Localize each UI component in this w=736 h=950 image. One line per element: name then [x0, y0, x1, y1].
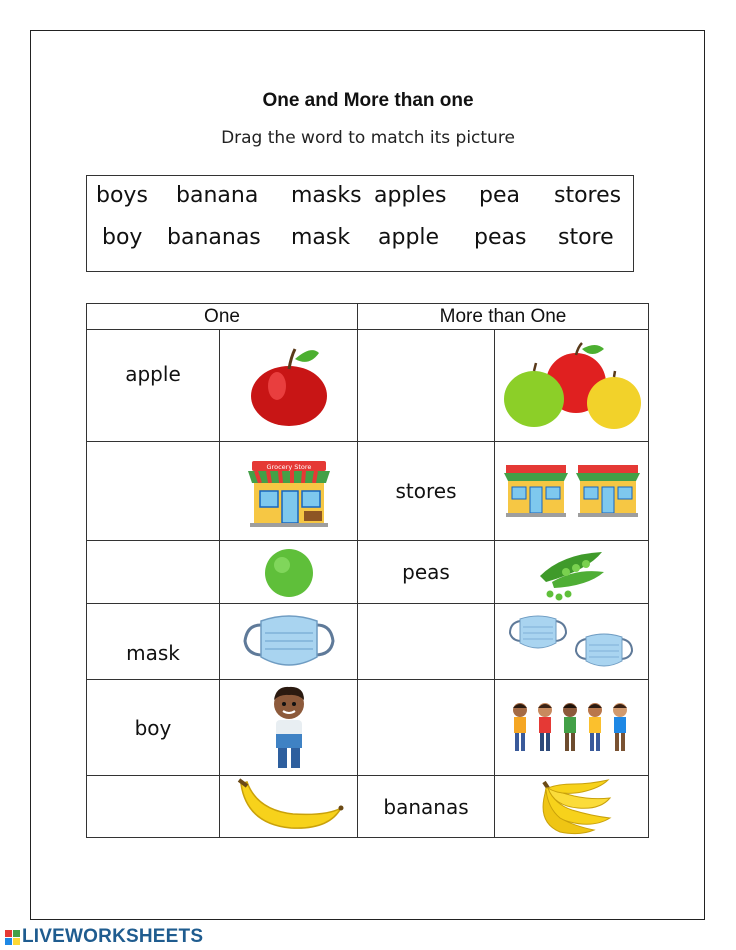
- drop-zone-one-boy[interactable]: [87, 680, 220, 776]
- answer-word: bananas: [383, 794, 469, 819]
- picture-cell: [220, 776, 358, 838]
- drop-zone-more-apples[interactable]: [358, 330, 495, 442]
- masks-icon: [504, 611, 640, 673]
- drop-zone-one-banana[interactable]: [87, 776, 220, 838]
- picture-cell: [495, 330, 649, 442]
- drop-zone-one-apple[interactable]: [87, 330, 220, 442]
- drop-zone-more-bananas[interactable]: [358, 776, 495, 838]
- drop-zone-more-peas[interactable]: [358, 541, 495, 604]
- logo-block: [5, 938, 12, 945]
- boys-icon: [510, 700, 634, 756]
- drop-zone-one-pea[interactable]: [87, 541, 220, 604]
- picture-cell: [220, 330, 358, 442]
- word-stores[interactable]: stores: [554, 183, 622, 208]
- picture-cell: [220, 442, 358, 541]
- word-banana[interactable]: banana: [176, 183, 259, 208]
- header-one: One: [87, 304, 358, 330]
- brand-name[interactable]: LIVEWORKSHEETS: [22, 926, 204, 947]
- picture-cell: [495, 604, 649, 680]
- drop-zone-more-boys[interactable]: [358, 680, 495, 776]
- drop-zone-one-mask[interactable]: [87, 604, 220, 680]
- pea-icon: [262, 545, 316, 599]
- store-sign-text: Grocery Store: [266, 463, 311, 471]
- word-masks[interactable]: masks: [291, 183, 362, 208]
- worksheet-instructions: Drag the word to match its picture: [221, 128, 515, 148]
- apples-icon: [500, 341, 644, 431]
- picture-cell: [495, 776, 649, 838]
- boy-icon: [264, 684, 314, 772]
- banana-icon: [233, 778, 345, 836]
- store-icon: [246, 453, 332, 529]
- logo-block: [5, 930, 12, 937]
- drop-zone-more-masks[interactable]: [358, 604, 495, 680]
- word-store[interactable]: store: [558, 225, 614, 250]
- answer-word: boy: [134, 715, 172, 740]
- header-more-than-one: More than One: [358, 304, 649, 330]
- word-apple[interactable]: apple: [378, 225, 440, 250]
- answer-word: peas: [402, 560, 450, 584]
- picture-cell: [495, 541, 649, 604]
- word-apples[interactable]: apples: [374, 183, 447, 208]
- word-pea[interactable]: pea: [479, 183, 520, 208]
- answer-word: stores: [395, 479, 457, 503]
- peas-icon: [532, 542, 612, 602]
- word-boys[interactable]: boys: [96, 183, 148, 208]
- picture-cell: [220, 541, 358, 604]
- bananas-icon: [530, 778, 614, 836]
- stores-icon: [502, 461, 642, 521]
- logo-block: [13, 930, 20, 937]
- picture-cell: [495, 442, 649, 541]
- apple-icon: [247, 341, 331, 431]
- word-mask[interactable]: mask: [291, 225, 351, 250]
- matching-table: [86, 303, 649, 838]
- liveworksheets-logo-icon: [5, 930, 20, 945]
- word-peas[interactable]: peas: [474, 225, 527, 250]
- worksheet-title: One and More than one: [262, 90, 474, 111]
- picture-cell: [220, 680, 358, 776]
- word-bank: [86, 175, 634, 272]
- word-bananas[interactable]: bananas: [167, 225, 261, 250]
- drop-zone-more-stores[interactable]: [358, 442, 495, 541]
- mask-icon: [239, 611, 339, 673]
- picture-cell: [495, 680, 649, 776]
- logo-block: [13, 938, 20, 945]
- answer-word: mask: [126, 641, 180, 665]
- footer-branding: [5, 926, 203, 948]
- picture-cell: [220, 604, 358, 680]
- word-boy[interactable]: boy: [102, 225, 143, 250]
- drop-zone-one-store[interactable]: [87, 442, 220, 541]
- answer-word: apple: [125, 362, 181, 386]
